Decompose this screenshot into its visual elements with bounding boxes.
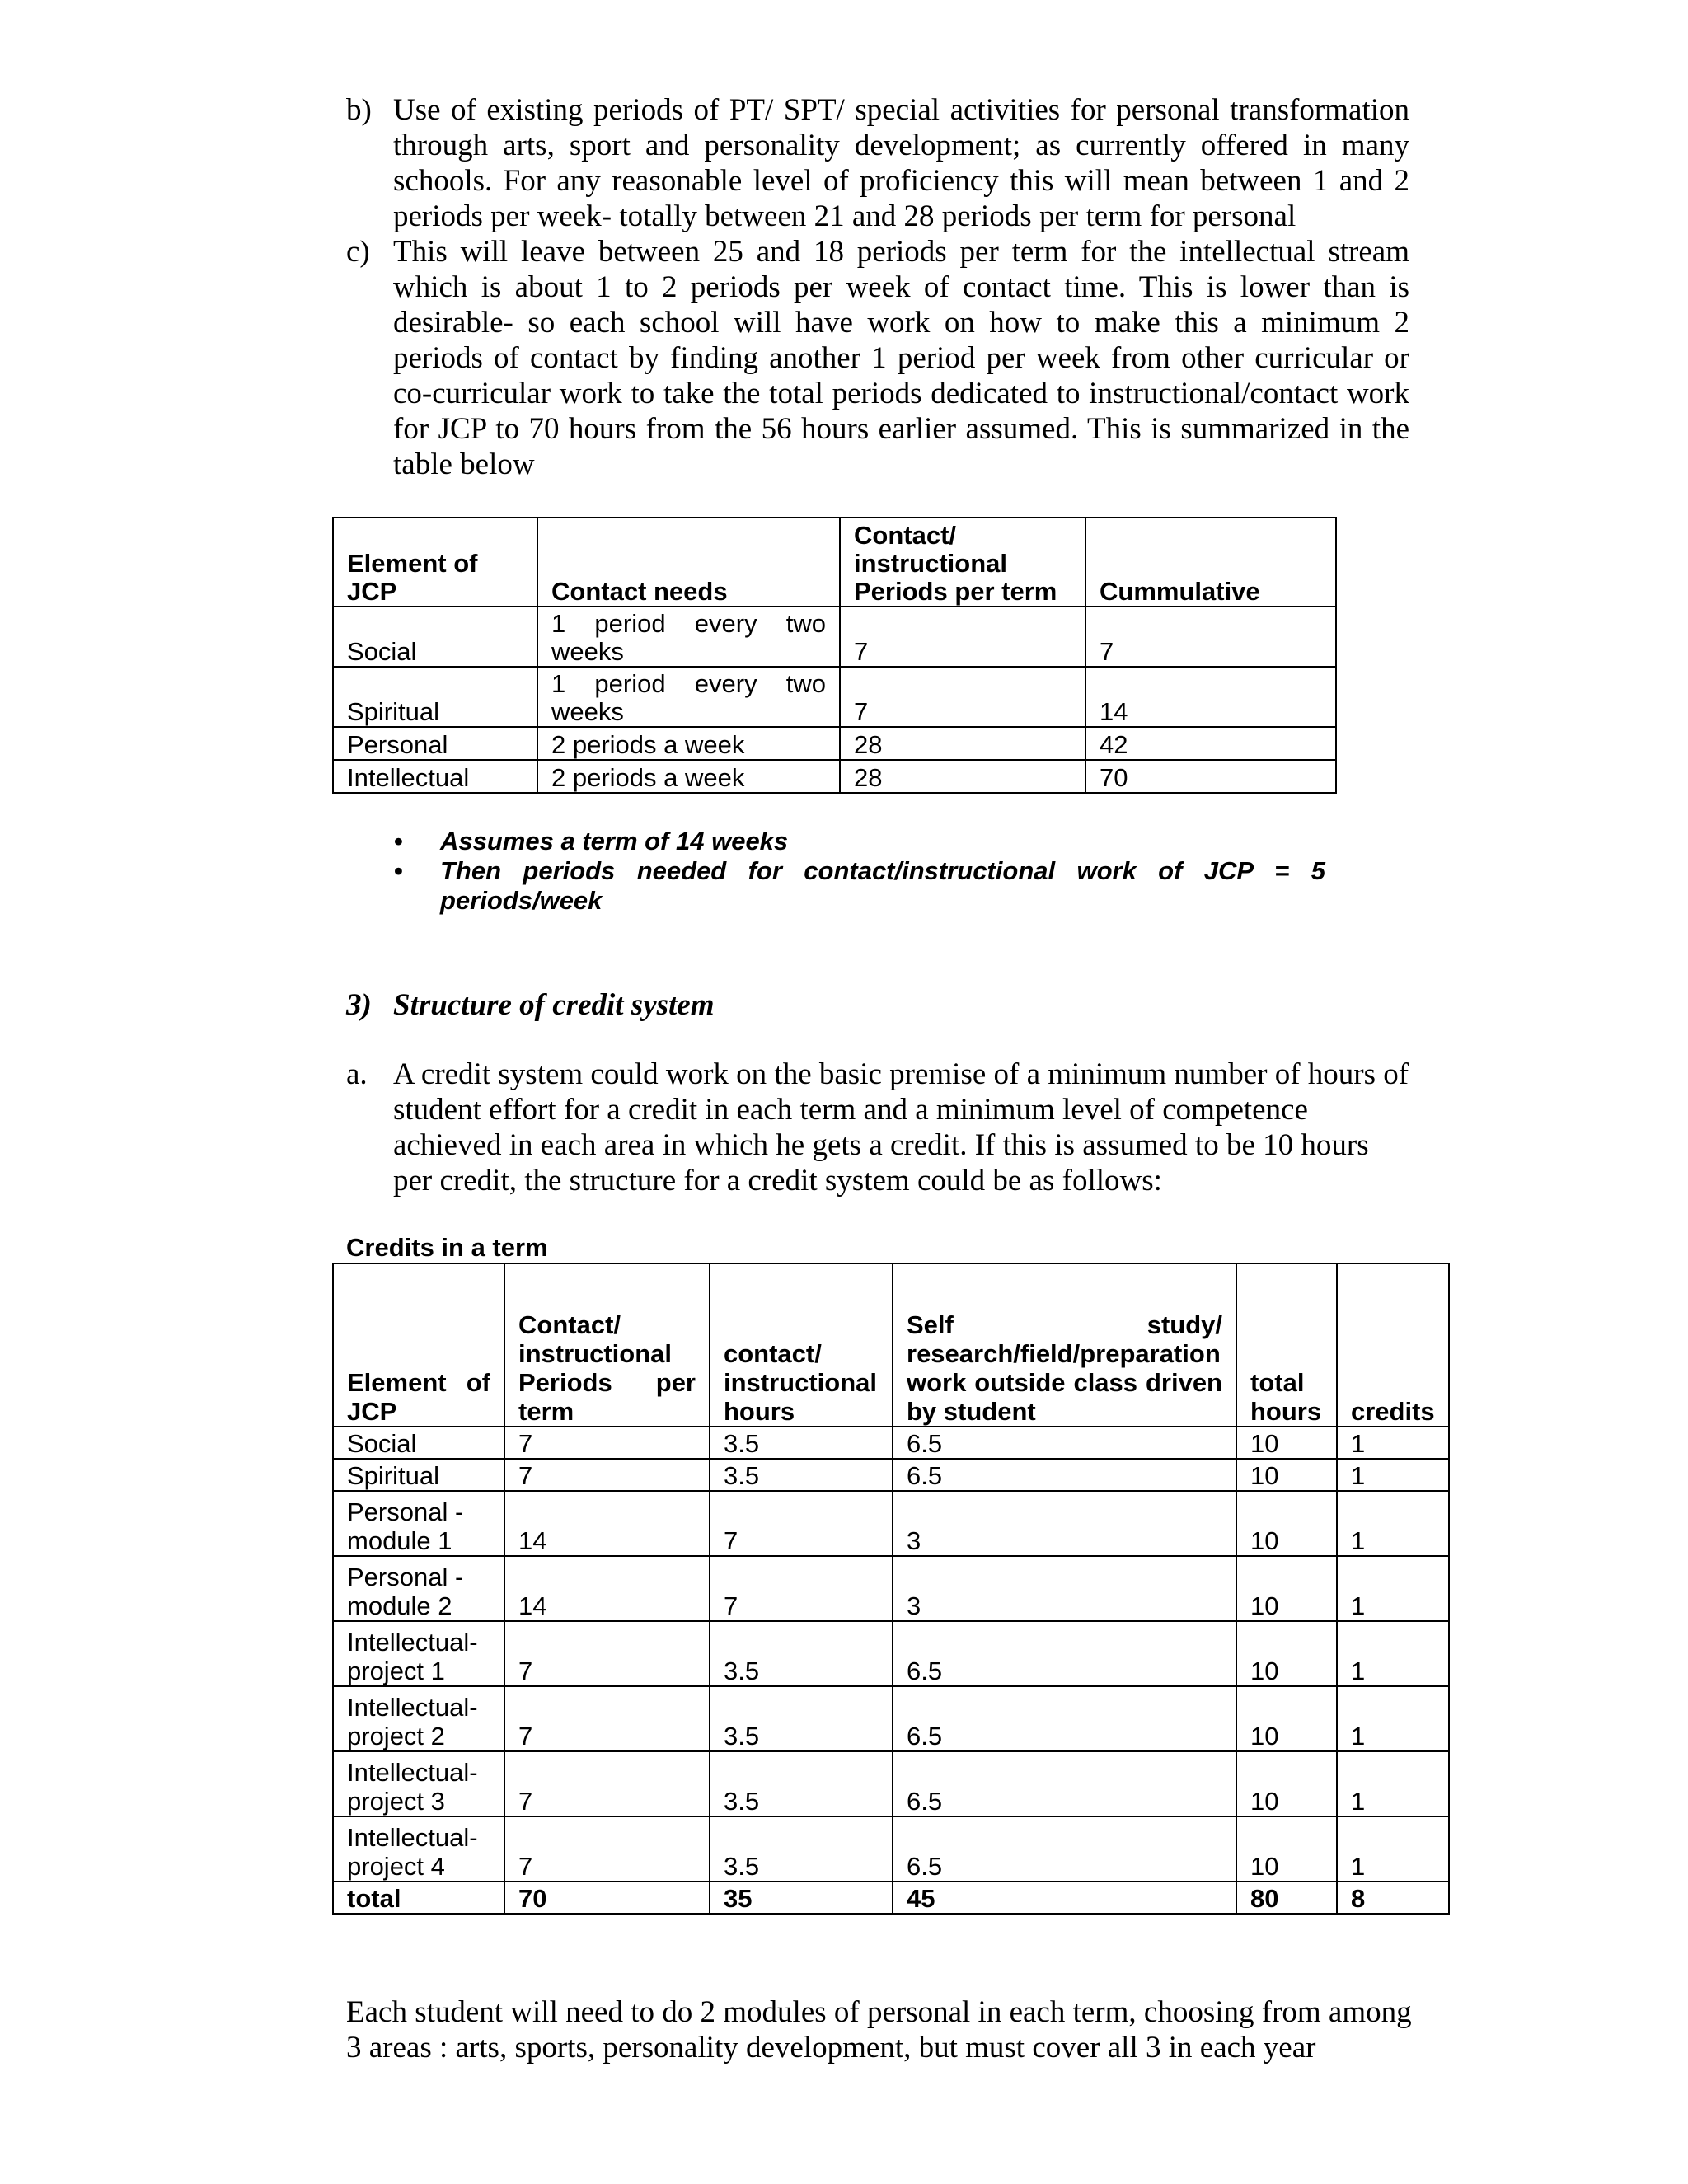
table-caption: Credits in a term [346, 1233, 548, 1262]
table-cell: 8 [1337, 1882, 1449, 1914]
table-cell: Social [333, 1427, 504, 1459]
table-row [333, 1459, 1449, 1491]
table-cell: 28 [840, 760, 1085, 793]
table-cell: 3.5 [710, 1816, 893, 1882]
table-cell: 6.5 [893, 1751, 1236, 1816]
list-item [346, 92, 1409, 234]
list-item-text: Then periods needed for contact/instructional work of JCP = 5 periods/week [440, 856, 1325, 915]
table-cell: 10 [1236, 1427, 1337, 1459]
table-cell: 35 [710, 1882, 893, 1914]
table-cell: 7 [840, 607, 1085, 667]
table-cell: 7 [840, 667, 1085, 727]
table-cell: 80 [1236, 1882, 1337, 1914]
table-cell: 10 [1236, 1491, 1337, 1556]
table-cell: 6.5 [893, 1621, 1236, 1686]
table-cell: Social [333, 607, 537, 667]
table-cell: 7 [504, 1459, 710, 1491]
table-cell: 10 [1236, 1621, 1337, 1686]
table-cell: Intellectual- project 1 [333, 1621, 504, 1686]
table-header-cell: Element of JCP [333, 518, 537, 607]
table-cell: 70 [1085, 760, 1336, 793]
assumptions-list [394, 827, 1325, 916]
table-header-cell: Element of JCP [333, 1263, 504, 1427]
bullet-icon: • [394, 856, 403, 885]
table-cell: 3 [893, 1491, 1236, 1556]
table-cell: 3.5 [710, 1686, 893, 1751]
list-marker: c) [346, 235, 370, 269]
table-cell: 1 [1337, 1751, 1449, 1816]
section-number: 3) [346, 988, 372, 1022]
table-cell: 6.5 [893, 1427, 1236, 1459]
table-header-cell: Contact/ instructional Periods per term [840, 518, 1085, 607]
table-cell: 6.5 [893, 1459, 1236, 1491]
table-cell: Personal [333, 727, 537, 760]
table-header-row [333, 1263, 1449, 1427]
table-cell: Personal - module 2 [333, 1556, 504, 1621]
contact-periods-table [332, 517, 1337, 794]
table-row [333, 1621, 1449, 1686]
table-header-cell: contact/ instructional hours [710, 1263, 893, 1427]
table-row [333, 667, 1336, 727]
credit-list [346, 1057, 1409, 1198]
intro-list [346, 92, 1409, 482]
table-header-cell: Contact needs [537, 518, 840, 607]
table-header-cell: total hours [1236, 1263, 1337, 1427]
table-cell: 45 [893, 1882, 1236, 1914]
table-total-row [333, 1882, 1449, 1914]
table-row [333, 760, 1336, 793]
table-header-cell: credits [1337, 1263, 1449, 1427]
list-item [394, 856, 1325, 916]
bullet-icon: • [394, 827, 403, 855]
table-cell: Spiritual [333, 667, 537, 727]
table-cell: 10 [1236, 1816, 1337, 1882]
table-row [333, 1427, 1449, 1459]
list-item-text: Use of existing periods of PT/ SPT/ special activities for personal transformation through arts, sport and personality development; as currently offered in many schools. For any reasonable level of proficiency this will mean between 1 and 2 periods per week- totally between 21 and 28 periods per term for personal [393, 93, 1409, 233]
table-row [333, 1556, 1449, 1621]
table-cell: 3 [893, 1556, 1236, 1621]
table-cell: 6.5 [893, 1816, 1236, 1882]
table-cell: 14 [504, 1491, 710, 1556]
table-cell: 1 [1337, 1816, 1449, 1882]
table-cell: Personal - module 1 [333, 1491, 504, 1556]
table-cell: 1 [1337, 1556, 1449, 1621]
list-item-text: Assumes a term of 14 weeks [440, 827, 789, 855]
table-cell: 7 [504, 1686, 710, 1751]
table-cell: Intellectual- project 4 [333, 1816, 504, 1882]
table-header-cell: Cummulative [1085, 518, 1336, 607]
list-marker: b) [346, 93, 372, 127]
table-cell: Intellectual- project 3 [333, 1751, 504, 1816]
list-item [346, 1057, 1409, 1198]
table-row [333, 1686, 1449, 1751]
table-cell: 7 [710, 1491, 893, 1556]
table-cell: 1 period every two weeks [537, 607, 840, 667]
table-cell: 70 [504, 1882, 710, 1914]
list-item [394, 827, 1325, 856]
list-item [346, 234, 1409, 482]
table-row [333, 607, 1336, 667]
table-cell: 7 [710, 1556, 893, 1621]
table-cell: 1 [1337, 1686, 1449, 1751]
table-cell: 3.5 [710, 1459, 893, 1491]
table-cell: 3.5 [710, 1427, 893, 1459]
table-header-cell: Contact/ instructional Periods per term [504, 1263, 710, 1427]
table-cell: 7 [1085, 607, 1336, 667]
credits-table [332, 1263, 1450, 1915]
table-row [333, 727, 1336, 760]
table-cell: 2 periods a week [537, 727, 840, 760]
table-cell: 1 [1337, 1491, 1449, 1556]
table-cell: 2 periods a week [537, 760, 840, 793]
table-cell: 28 [840, 727, 1085, 760]
table-row [333, 1816, 1449, 1882]
table-cell: 1 [1337, 1427, 1449, 1459]
table-cell: 1 [1337, 1621, 1449, 1686]
list-item-text: A credit system could work on the basic premise of a minimum number of hours of student effort for a credit in each term and a minimum level of competence achieved in each area in which he gets a credit. If this is assumed to be 10 hours per credit, the structure for a credit system could be as follows: [393, 1057, 1409, 1197]
table-cell: 10 [1236, 1459, 1337, 1491]
table-cell: Intellectual- project 2 [333, 1686, 504, 1751]
table-cell: 7 [504, 1621, 710, 1686]
table-cell: 7 [504, 1816, 710, 1882]
table-cell: 1 [1337, 1459, 1449, 1491]
closing-paragraph: Each student will need to do 2 modules of personal in each term, choosing from among 3 areas : arts, sports, personality development, but must cover all 3 in each year [346, 1995, 1412, 2064]
table-cell: 10 [1236, 1556, 1337, 1621]
table-cell: Spiritual [333, 1459, 504, 1491]
table-cell: Intellectual [333, 760, 537, 793]
section-heading [346, 987, 715, 1023]
table-cell: 14 [1085, 667, 1336, 727]
table-header-row [333, 518, 1336, 607]
table-cell: 14 [504, 1556, 710, 1621]
table-cell: 42 [1085, 727, 1336, 760]
table-row [333, 1491, 1449, 1556]
table-cell: 3.5 [710, 1621, 893, 1686]
table-cell: 10 [1236, 1686, 1337, 1751]
table-cell: 7 [504, 1427, 710, 1459]
table-cell: 6.5 [893, 1686, 1236, 1751]
list-item-text: This will leave between 25 and 18 periods per term for the intellectual stream which is about 1 to 2 periods per week of contact time. This is lower than is desirable- so each school will have work on how to make this a minimum 2 periods of contact by finding another 1 period per week from other curricular or co-curricular work to take the total periods dedicated to instructional/contact work for JCP to 70 hours from the 56 hours earlier assumed. This is summarized in the table below [393, 235, 1409, 481]
list-marker: a. [346, 1057, 368, 1091]
table-cell: 3.5 [710, 1751, 893, 1816]
table-cell: 7 [504, 1751, 710, 1816]
table-cell: 10 [1236, 1751, 1337, 1816]
table-cell: 1 period every two weeks [537, 667, 840, 727]
table-cell: total [333, 1882, 504, 1914]
table-header-cell: Self study/ research/field/preparation work outside class driven by student [893, 1263, 1236, 1427]
table-row [333, 1751, 1449, 1816]
section-title: Structure of credit system [393, 988, 715, 1022]
